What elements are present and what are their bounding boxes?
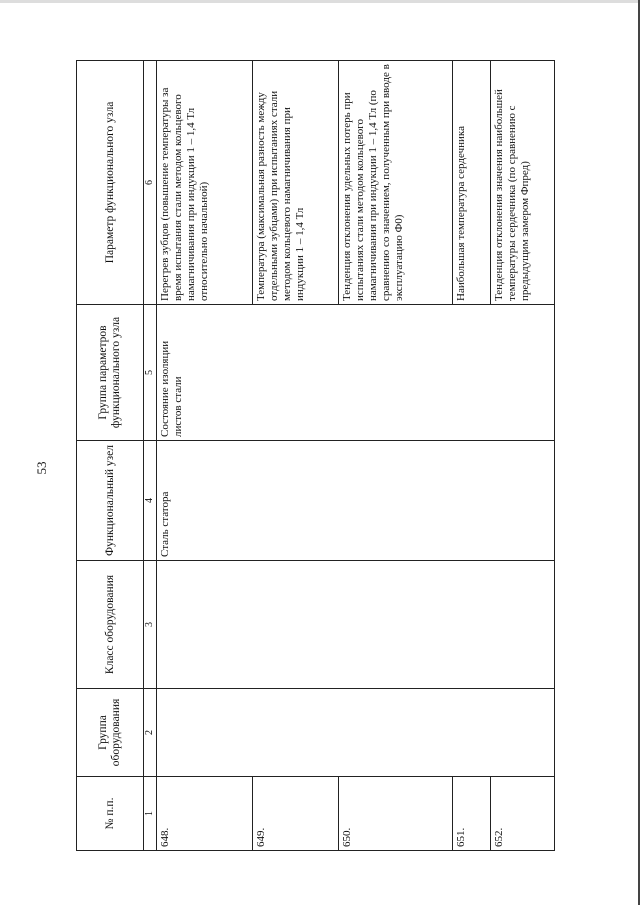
header-equipment-group: Группа оборудования (77, 689, 144, 777)
table-header-row (77, 61, 144, 851)
row-number: 651. (453, 777, 491, 851)
parameter-group-cell: Состояние изоляции листов стали (157, 305, 555, 441)
column-number: 5 (144, 305, 157, 441)
scan-top-edge (0, 0, 640, 3)
row-number: 648. (157, 777, 253, 851)
row-number: 649. (253, 777, 339, 851)
equipment-group-cell (157, 689, 555, 777)
page-number: 53 (34, 461, 49, 475)
parameter-cell: Температура (максимальная разность между отдельными зубцами) при испытаниях стали методом кольцевого намагничивания при индукции 1 – 1,4 Тл (253, 61, 339, 305)
equipment-class-cell (157, 561, 555, 689)
header-functional-node: Функциональный узел (77, 441, 144, 561)
column-number: 4 (144, 441, 157, 561)
functional-node-cell: Сталь статора (157, 441, 555, 561)
parameter-cell: Наибольшая температура сердечника (453, 61, 491, 305)
table-row (157, 61, 253, 851)
header-num: № п.п. (77, 777, 144, 851)
column-number: 1 (144, 777, 157, 851)
header-equipment-class: Класс оборудования (77, 561, 144, 689)
row-number: 652. (491, 777, 555, 851)
column-number: 3 (144, 561, 157, 689)
parameter-cell: Тенденция отклонения значения наибольшей температуры сердечника (по сравнению с предыдущим замером Фпред) (491, 61, 555, 305)
parameters-table (76, 60, 555, 851)
row-number: 650. (339, 777, 453, 851)
column-number: 6 (144, 61, 157, 305)
parameter-text: Тенденция отклонения удельных потерь при испытаниях стали методом кольцевого намагничивания при индукции 1 – 1,4 Тл (по сравнению со значением, полученным при вводе в эксплуатацию Ф0) (341, 64, 405, 301)
column-number: 2 (144, 689, 157, 777)
rotated-table-container (76, 61, 552, 851)
header-parameter: Параметр функционального узла (77, 61, 144, 305)
parameter-cell: Перегрев зубцов (повышение температуры за время испытания стали методом кольцевого намагничивания при индукции 1 – 1,4 Тл относительно начальной) (157, 61, 253, 305)
parameter-cell (339, 61, 453, 305)
column-number-row (144, 61, 157, 851)
header-parameter-group: Группа параметров функционального узла (77, 305, 144, 441)
